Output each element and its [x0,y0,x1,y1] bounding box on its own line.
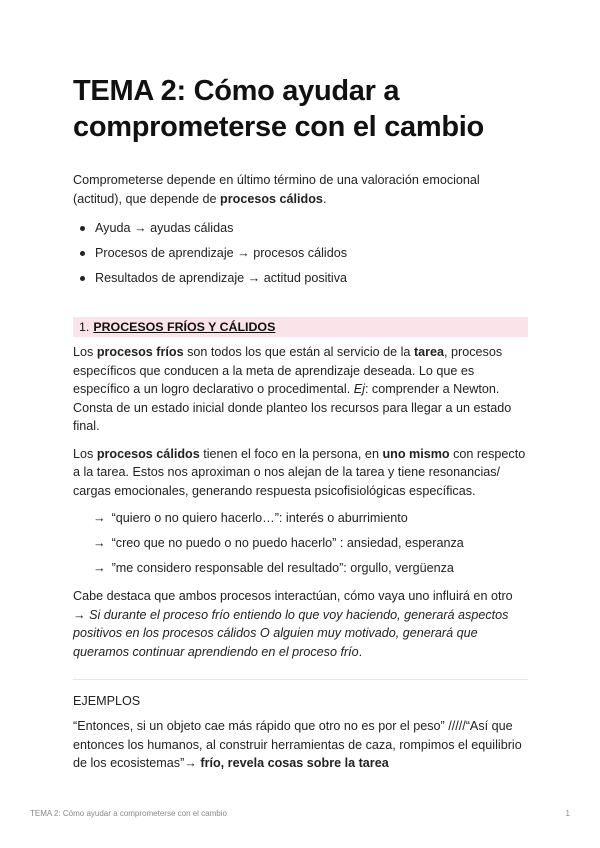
section-title: PROCESOS FRÍOS Y CÁLIDOS [93,320,276,334]
arrow-right-icon: → [93,561,106,575]
paragraph-ejemplos: “Entonces, si un objeto cae más rápido que otro no es por el peso” /////“Así que entonces los humanos, al construir herramientas de caza, rompimos el equilibrio de los ecosistemas”→ frío, revela cosas sobre la tarea [73,719,522,770]
arrow-list [73,506,528,581]
examples-heading: EJEMPLOS [73,694,141,708]
paragraph-procesos-frios: Los procesos fríos son todos los que están al servicio de la tarea, procesos específicos que conducen a la meta de aprendizaje deseada. Lo que es específico a un logro declarativo o procedimental. Ej: comprender a Newton. Consta de un estado inicial donde planteo los recursos para llegar a un estado final. [73,345,512,433]
page-footer [30,809,570,818]
arrow-right-icon: → [93,511,106,525]
intro-paragraph: Comprometerse depende en último término de una valoración emocional (actitud), que depende de procesos cálidos. [73,173,480,206]
page-number: 1 [565,809,570,818]
arrow-right-icon: → [93,536,106,550]
bullet-dot-icon [80,276,85,281]
page-title: TEMA 2: Cómo ayudar a comprometerse con el cambio [73,75,484,143]
arrow-item: → “quiero o no quiero hacerlo…”: interés o aburrimiento [93,511,408,525]
section-number: 1. [79,320,90,334]
arrow-item: → “creo que no puedo o no puedo hacerlo” : ansiedad, esperanza [93,536,464,550]
section-heading [73,317,528,337]
paragraph-procesos-calidos: Los procesos cálidos tienen el foco en la persona, en uno mismo con respecto a la tarea. Estos nos aproximan o nos alejan de la tarea y tiene resonancias/ cargas emocionales, generando respuesta psicofisiológicas específicas. [73,446,526,498]
bullet-item: Procesos de aprendizaje → procesos cálidos [73,241,528,266]
bullet-item: Resultados de aprendizaje → actitud positiva [73,266,528,291]
bullet-dot-icon [80,226,85,231]
bullet-list [73,216,528,291]
document-page [73,73,528,773]
paragraph-interaccion: Cabe destaca que ambos procesos interactúan, cómo vaya uno influirá en otro → Si durante el proceso frío entiendo lo que voy haciendo, generará aspectos positivos en los procesos cálidos O alguien muy motivado, generará que queramos continuar aprendiendo en el proceso frío. [73,589,513,659]
bullet-dot-icon [80,251,85,256]
footer-title: TEMA 2: Cómo ayudar a comprometerse con el cambio [30,809,227,818]
bullet-item: Ayuda → ayudas cálidas [73,216,528,241]
arrow-item: → ”me considero responsable del resultado”: orgullo, vergüenza [93,561,454,575]
divider [73,679,528,680]
